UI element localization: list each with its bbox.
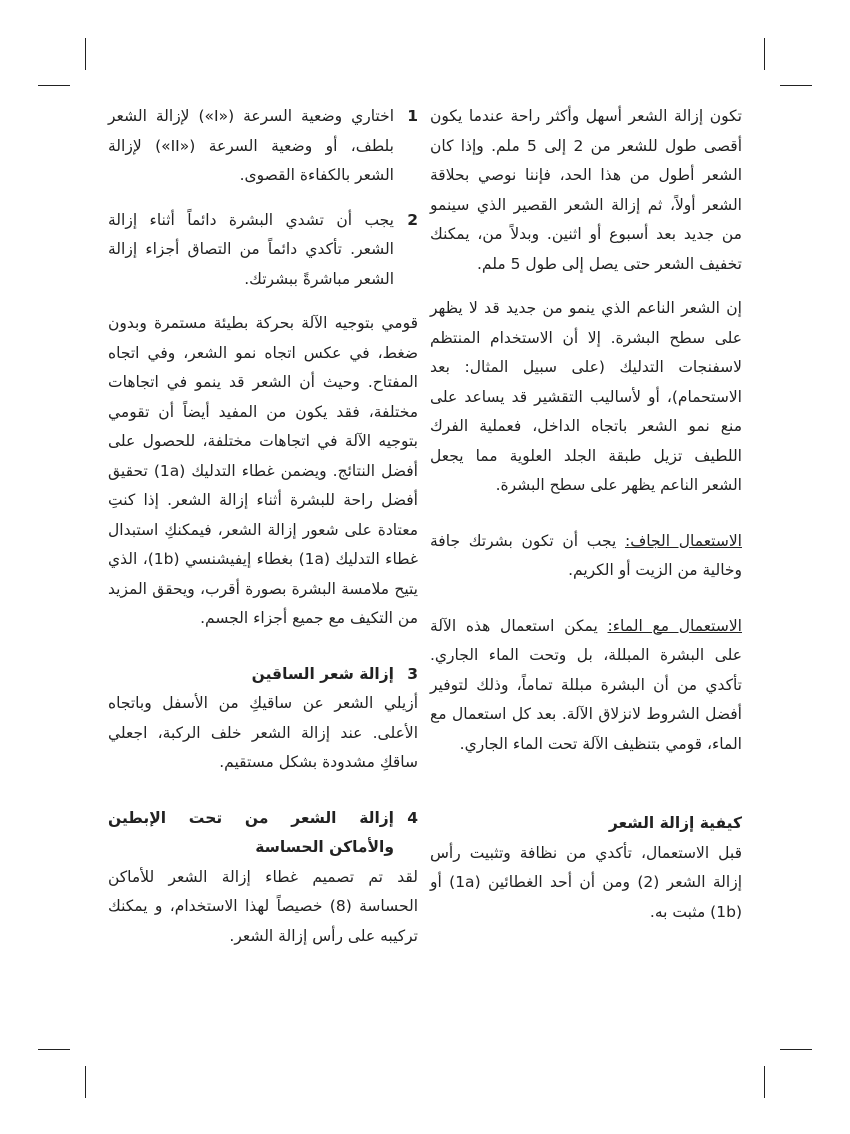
wet-use-label: الاستعمال مع الماء: [607,616,742,635]
left-column [108,102,418,951]
step-1-text: اختاري وضعية السرعة («I») لإزالة الشعر بلطف، أو وضعية السرعة («II») لإزالة الشعر بالكفاءة القصوى. [108,107,395,184]
intro-paragraph: تكون إزالة الشعر أسهل وأكثر راحة عندما يكون أقصى طول للشعر من 2 إلى 5 ملم. وإذا كان الشعر أطول من هذا الحد، فإننا نوصي بحلاقة الشعر أولاً، ثم إزالة الشعر القصير الذي سينمو من جديد بعد أسبوع أو اثنين. وبدلاً من، يمكنك تخفيف الشعر حتى يصل إلى طول 5 ملم. [430,107,743,273]
crop-mark-top-left-h [38,85,70,86]
guide-paragraph: قومي بتوجيه الآلة بحركة بطيئة مستمرة وبدون ضغط، في عكس اتجاه نمو الشعر، وفي اتجاه المفتاح. وحيث أن الشعر قد ينمو في اتجاهات مختلفة، فقد يكون من المفيد أيضاً أن تقومي بتوجيه الآلة في اتجاهات مختلفة، للحصول على أفضل النتائج. ويضمن غطاء التدليك (1a) تحقيق أفضل راحة للبشرة أثناء إزالة الشعر. إذا كنتِ معتادة على شعور إزالة الشعر، فيمكنكِ استبدال غطاء التدليك (1a) بغطاء إيفيشنسي (1b)، الذي يتيح ملامسة البشرة بصورة أقرب، ويحقق المزيد من التكيف مع جميع أجزاء الجسم. [108,314,418,627]
how-to-paragraph: قبل الاستعمال، تأكدي من نظافة وتثبيت رأس إزالة الشعر (2) ومن أن أحد الغطائين (1a) أو (1b) مثبت به. [430,843,743,921]
step-2 [108,206,418,295]
crop-mark-bottom-left-h [38,1049,70,1050]
crop-mark-top-right-h [780,85,812,86]
step-3-text: أزيلي الشعر عن ساقيكِ من الأسفل وباتجاه الأعلى. عند إزالة الشعر خلف الركبة، اجعلي ساقكِ مشدودة بشكل مستقيم. [108,694,418,771]
wet-use-text: يمكن استعمال هذه الآلة على البشرة المبللة، بل وتحت الماء الجاري. تأكدي من أن البشرة مبللة تماماً، وذلك لتوفير أفضل الشروط لانزلاق الآلة. بعد كل استعمال مع الماء، قومي بتنظيف الآلة تحت الماء الجاري. [430,616,742,753]
crop-mark-top-right [764,38,765,70]
step-4-heading [108,804,418,863]
step-3-title: إزالة شعر الساقين [251,664,394,683]
how-to-heading: كيفية إزالة الشعر [608,814,742,832]
soft-hair-paragraph: إن الشعر الناعم الذي ينمو من جديد قد لا يظهر على سطح البشرة. إلا أن الاستخدام المنتظم لاسفنجات التدليك (على سبيل المثال: بعد الاستحمام)، أو لأساليب التقشير قد يساعد على منع نمو الشعر باتجاه الداخل، فعملية الفرك اللطيف تزيل طبقة الجلد العلوية مما يجعل الشعر الناعم يظهر على سطح البشرة. [430,299,742,494]
wet-use-paragraph [430,612,742,760]
step-4-text: لقد تم تصميم غطاء إزالة الشعر للأماكن الحساسة (8) خصيصاً لهذا الاستخدام، و يمكنك تركيبه على رأس إزالة الشعر. [108,867,419,945]
dry-use-label: الاستعمال الجاف: [625,531,742,550]
step-4-title: إزالة الشعر من تحت الإبطين والأماكن الحساسة [108,808,394,856]
crop-mark-bottom-right [764,1066,765,1098]
step-1-number: 1 [407,107,418,125]
right-column [430,102,742,927]
step-3-number: 3 [407,664,418,683]
step-4-number: 4 [407,808,418,827]
dry-use-paragraph [430,527,742,586]
step-3-heading [108,660,418,690]
dry-use-text: يجب أن تكون بشرتك جافة وخالية من الزيت أو الكريم. [430,531,742,579]
step-2-number: 2 [407,210,418,229]
crop-mark-bottom-right-h [780,1049,812,1050]
step-2-text: يجب أن تشدي البشرة دائماً أثناء إزالة الشعر. تأكدي دائماً من التصاق أجزاء إزالة الشعر مباشرةً ببشرتك. [108,210,394,288]
step-1 [108,102,418,191]
crop-mark-bottom-left [85,1066,86,1098]
crop-mark-top-left [85,38,86,70]
